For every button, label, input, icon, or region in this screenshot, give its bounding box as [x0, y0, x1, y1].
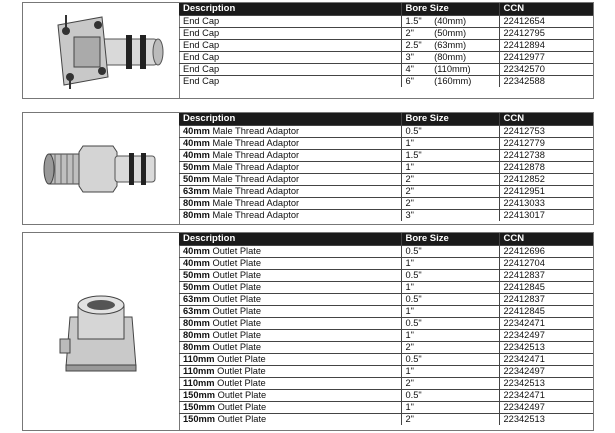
ccn-cell: 22413017: [499, 210, 593, 222]
table-row: [179, 126, 593, 138]
bore-size-cell: 3": [401, 210, 499, 222]
bore-size-cell: 1": [401, 138, 499, 150]
size-label: 150mm: [183, 390, 216, 400]
male-thread-adaptor-product-photo-icon: [41, 134, 161, 204]
bore-size-cell: [401, 28, 499, 40]
bore-size-cell: [401, 40, 499, 52]
table-row: [179, 186, 593, 198]
outlet-plate-table: [179, 233, 593, 425]
product-name: Outlet Plate: [212, 342, 262, 352]
product-name: Male Thread Adaptor: [212, 150, 300, 160]
table-row: [179, 162, 593, 174]
ccn-cell: 22412845: [499, 282, 593, 294]
description-cell: [179, 270, 401, 282]
table-row: [179, 342, 593, 354]
bore-size-cell: 0.5": [401, 126, 499, 138]
bore-size-cell: 2": [401, 174, 499, 186]
description-cell: End Cap: [179, 28, 401, 40]
product-name: Outlet Plate: [217, 354, 266, 364]
description-cell: [179, 378, 401, 390]
table-header-row: [179, 113, 593, 126]
size-label: 40mm: [183, 126, 210, 136]
outlet-plate-product-photo-icon: [56, 287, 146, 377]
description-cell: [179, 414, 401, 426]
description-cell: [179, 330, 401, 342]
size-label: 110mm: [183, 366, 215, 376]
header-description: Description: [179, 113, 401, 126]
product-name: Outlet Plate: [212, 270, 262, 280]
ccn-cell: 22412878: [499, 162, 593, 174]
ccn-cell: 22412795: [499, 28, 593, 40]
end-cap-image-cell: [23, 3, 180, 98]
table-header-row: [179, 233, 593, 246]
header-ccn: CCN: [499, 3, 593, 16]
bore-inches: 4": [405, 64, 414, 74]
product-name: Male Thread Adaptor: [212, 174, 300, 184]
ccn-cell: 22342588: [499, 76, 593, 88]
bore-inches: 3": [405, 52, 414, 62]
ccn-cell: 22412977: [499, 52, 593, 64]
bore-inches: 6": [405, 76, 414, 86]
bore-size-cell: 0.5": [401, 270, 499, 282]
ccn-cell: 22342497: [499, 402, 593, 414]
table-row: [179, 198, 593, 210]
table-row: [179, 76, 593, 88]
size-label: 63mm: [183, 294, 210, 304]
description-cell: [179, 402, 401, 414]
ccn-cell: 22342513: [499, 378, 593, 390]
bore-size-cell: 2": [401, 198, 499, 210]
bore-size-cell: [401, 16, 499, 28]
male-thread-image-cell: [23, 113, 180, 224]
ccn-cell: 22412738: [499, 150, 593, 162]
product-name: Outlet Plate: [212, 294, 262, 304]
description-cell: [179, 198, 401, 210]
ccn-cell: 22412845: [499, 306, 593, 318]
size-label: 50mm: [183, 162, 210, 172]
table-row: [179, 174, 593, 186]
bore-mm: (160mm): [434, 76, 472, 86]
product-name: Outlet Plate: [217, 366, 266, 376]
ccn-cell: 22412894: [499, 40, 593, 52]
bore-size-cell: 0.5": [401, 318, 499, 330]
table-row: [179, 210, 593, 222]
description-cell: [179, 390, 401, 402]
description-cell: End Cap: [179, 76, 401, 88]
table-row: [179, 246, 593, 258]
size-label: 40mm: [183, 150, 210, 160]
product-name: Male Thread Adaptor: [212, 198, 300, 208]
bore-size-cell: [401, 64, 499, 76]
header-description: Description: [179, 3, 401, 16]
table-row: [179, 16, 593, 28]
description-cell: [179, 294, 401, 306]
header-bore-size: Bore Size: [401, 3, 499, 16]
table-row: [179, 150, 593, 162]
bore-size-cell: 2": [401, 186, 499, 198]
table-row: [179, 390, 593, 402]
outlet-plate-image-cell: [23, 233, 180, 430]
product-name: Outlet Plate: [212, 258, 262, 268]
description-cell: [179, 246, 401, 258]
description-cell: [179, 258, 401, 270]
header-bore-size: Bore Size: [401, 233, 499, 246]
description-cell: [179, 306, 401, 318]
description-cell: [179, 150, 401, 162]
size-label: 50mm: [183, 270, 210, 280]
product-name: Outlet Plate: [212, 246, 262, 256]
header-ccn: CCN: [499, 233, 593, 246]
description-cell: [179, 210, 401, 222]
bore-size-cell: 0.5": [401, 390, 499, 402]
bore-size-cell: 1": [401, 402, 499, 414]
description-cell: [179, 138, 401, 150]
table-row: [179, 306, 593, 318]
description-cell: [179, 174, 401, 186]
table-row: [179, 294, 593, 306]
bore-size-cell: 1": [401, 366, 499, 378]
description-cell: [179, 366, 401, 378]
ccn-cell: 22412654: [499, 16, 593, 28]
bore-size-cell: 2": [401, 342, 499, 354]
ccn-cell: 22342513: [499, 414, 593, 426]
bore-size-cell: [401, 52, 499, 64]
bore-size-cell: [401, 76, 499, 88]
table-row: [179, 52, 593, 64]
table-row: [179, 270, 593, 282]
table-row: [179, 64, 593, 76]
product-name: Outlet Plate: [212, 282, 262, 292]
ccn-cell: 22412779: [499, 138, 593, 150]
ccn-cell: 22412837: [499, 270, 593, 282]
end-cap-table: [179, 3, 593, 87]
ccn-cell: 22342497: [499, 330, 593, 342]
size-label: 50mm: [183, 282, 210, 292]
description-cell: [179, 126, 401, 138]
bore-size-cell: 0.5": [401, 354, 499, 366]
bore-inches: 1.5": [405, 16, 422, 26]
bore-size-cell: 1": [401, 162, 499, 174]
description-cell: [179, 342, 401, 354]
table-row: [179, 414, 593, 426]
header-bore-size: Bore Size: [401, 113, 499, 126]
product-name: Outlet Plate: [212, 330, 262, 340]
description-cell: End Cap: [179, 40, 401, 52]
ccn-cell: 22412696: [499, 246, 593, 258]
bore-size-cell: 1.5": [401, 150, 499, 162]
ccn-cell: 22413033: [499, 198, 593, 210]
product-name: Outlet Plate: [217, 378, 266, 388]
product-name: Male Thread Adaptor: [212, 186, 300, 196]
table-row: [179, 258, 593, 270]
ccn-cell: 22342497: [499, 366, 593, 378]
bore-mm: (80mm): [434, 52, 467, 62]
ccn-cell: 22412951: [499, 186, 593, 198]
table-row: [179, 378, 593, 390]
description-cell: End Cap: [179, 52, 401, 64]
size-label: 150mm: [183, 414, 216, 424]
ccn-cell: 22412704: [499, 258, 593, 270]
ccn-cell: 22412852: [499, 174, 593, 186]
size-label: 63mm: [183, 306, 210, 316]
ccn-cell: 22342570: [499, 64, 593, 76]
size-label: 50mm: [183, 174, 210, 184]
header-description: Description: [179, 233, 401, 246]
bore-mm: (50mm): [434, 28, 467, 38]
ccn-cell: 22342471: [499, 390, 593, 402]
size-label: 80mm: [183, 342, 210, 352]
ccn-cell: 22412753: [499, 126, 593, 138]
description-cell: [179, 162, 401, 174]
product-name: Outlet Plate: [217, 414, 267, 424]
bore-mm: (63mm): [434, 40, 467, 50]
bore-mm: (110mm): [434, 64, 471, 74]
description-cell: [179, 354, 401, 366]
table-header-row: [179, 3, 593, 16]
product-name: Outlet Plate: [212, 306, 262, 316]
bore-mm: (40mm): [434, 16, 467, 26]
end-cap-section: [22, 2, 594, 99]
outlet-plate-section: [22, 232, 594, 431]
table-row: [179, 28, 593, 40]
size-label: 80mm: [183, 330, 210, 340]
product-name: Male Thread Adaptor: [212, 210, 300, 220]
size-label: 150mm: [183, 402, 216, 412]
table-row: [179, 402, 593, 414]
product-name: Outlet Plate: [217, 390, 267, 400]
description-cell: [179, 318, 401, 330]
product-name: Male Thread Adaptor: [212, 126, 300, 136]
table-row: [179, 354, 593, 366]
bore-size-cell: 2": [401, 378, 499, 390]
size-label: 63mm: [183, 186, 210, 196]
size-label: 80mm: [183, 198, 210, 208]
bore-size-cell: 0.5": [401, 294, 499, 306]
ccn-cell: 22412837: [499, 294, 593, 306]
bore-inches: 2.5": [405, 40, 422, 50]
size-label: 110mm: [183, 378, 215, 388]
size-label: 40mm: [183, 258, 210, 268]
ccn-cell: 22342471: [499, 318, 593, 330]
bore-size-cell: 2": [401, 414, 499, 426]
table-row: [179, 282, 593, 294]
size-label: 80mm: [183, 318, 210, 328]
product-name: Male Thread Adaptor: [212, 162, 300, 172]
bore-size-cell: 1": [401, 258, 499, 270]
description-cell: [179, 186, 401, 198]
bore-size-cell: 1": [401, 306, 499, 318]
size-label: 40mm: [183, 138, 210, 148]
table-row: [179, 366, 593, 378]
ccn-cell: 22342471: [499, 354, 593, 366]
description-cell: End Cap: [179, 16, 401, 28]
table-row: [179, 40, 593, 52]
bore-size-cell: 0.5": [401, 246, 499, 258]
size-label: 40mm: [183, 246, 210, 256]
male-thread-adaptor-section: [22, 112, 594, 225]
bore-size-cell: 1": [401, 282, 499, 294]
product-name: Outlet Plate: [217, 402, 267, 412]
bore-inches: 2": [405, 28, 414, 38]
ccn-cell: 22342513: [499, 342, 593, 354]
table-row: [179, 318, 593, 330]
product-name: Male Thread Adaptor: [212, 138, 300, 148]
size-label: 110mm: [183, 354, 215, 364]
size-label: 80mm: [183, 210, 210, 220]
bore-size-cell: 1": [401, 330, 499, 342]
product-name: Outlet Plate: [212, 318, 262, 328]
end-cap-product-photo-icon: [36, 11, 166, 91]
description-cell: End Cap: [179, 64, 401, 76]
male-thread-adaptor-table: [179, 113, 593, 221]
table-row: [179, 138, 593, 150]
table-row: [179, 330, 593, 342]
header-ccn: CCN: [499, 113, 593, 126]
description-cell: [179, 282, 401, 294]
